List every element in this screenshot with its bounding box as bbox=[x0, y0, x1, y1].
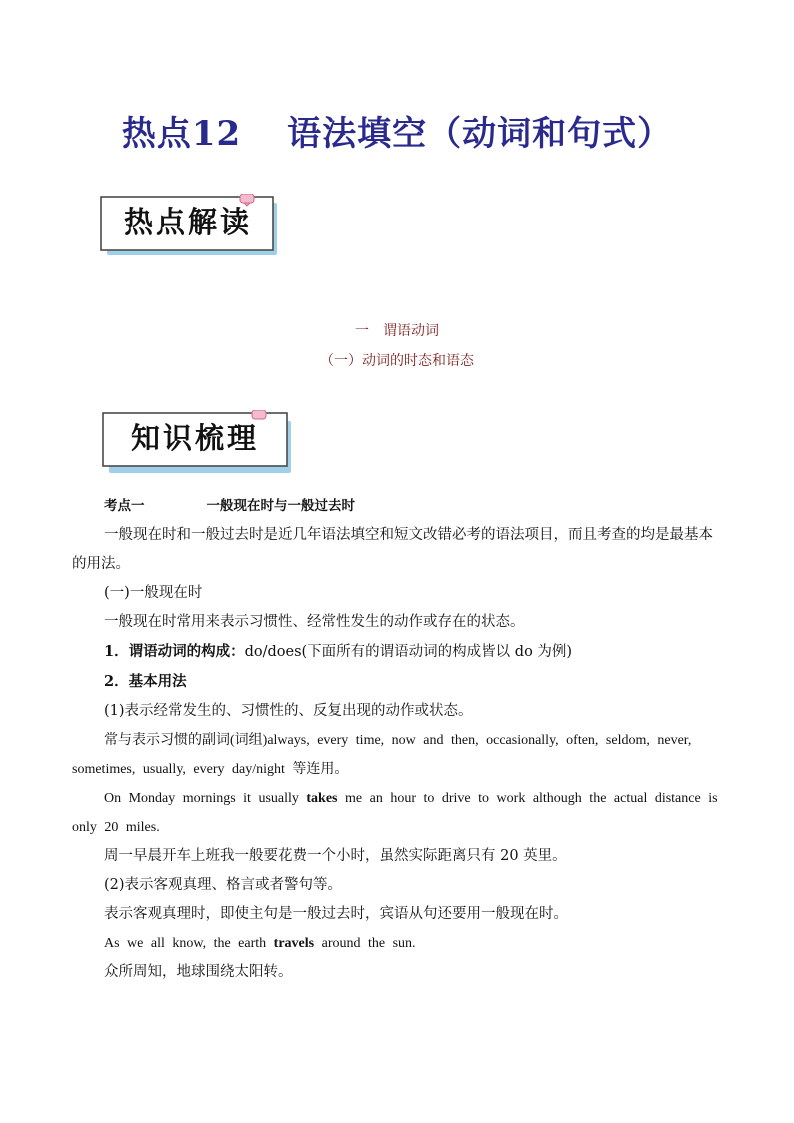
usage1: (1)表示经常发生的、习惯性的、反复出现的动作或状态。 bbox=[104, 703, 473, 719]
point1 bbox=[72, 637, 722, 667]
point1-text: do/does(下面所有的谓语动词的构成皆以 do 为例) bbox=[244, 644, 573, 660]
example2-cn: 众所周知，地球围绕太阳转。 bbox=[104, 964, 293, 980]
kaodian-heading bbox=[72, 492, 722, 521]
usage1-adverbs: 常与表示习惯的副词(词组)always, every time, now and then, occasionally, often, seldom, never, sometimes, usually, every day/night 等连用。 bbox=[72, 733, 692, 777]
ex2-bold: travels bbox=[273, 936, 315, 951]
hotspot-badge bbox=[100, 194, 290, 254]
section-heading: 一 谓语动词 bbox=[355, 323, 439, 339]
present-desc: 一般现在时常用来表示习惯性、经常性发生的动作或存在的状态。 bbox=[104, 614, 525, 630]
ex1-bold: takes bbox=[306, 791, 338, 806]
example1 bbox=[72, 784, 722, 842]
ex2-before: As we all know, the earth bbox=[104, 936, 274, 951]
usage2: (2)表示客观真理、格言或者警句等。 bbox=[104, 877, 343, 893]
ex1-before: On Monday mornings it usually bbox=[104, 791, 307, 806]
hotspot-badge-label: 热点解读 bbox=[123, 205, 252, 239]
knowledge-badge bbox=[100, 410, 290, 470]
kaodian-text: 一般现在时与一般过去时 bbox=[206, 498, 355, 514]
section-subheading: （一）动词的时态和语态 bbox=[320, 353, 474, 369]
knowledge-badge-label: 知识梳理 bbox=[130, 421, 259, 455]
example2 bbox=[72, 929, 722, 958]
point2-label: 2．基本用法 bbox=[104, 673, 187, 690]
ex1-after: me an hour to drive to work although the actual distance is only 20 miles. bbox=[72, 791, 718, 835]
ex2-after: around the sun. bbox=[314, 936, 416, 951]
title-number: 热点12 bbox=[121, 114, 242, 154]
page-title bbox=[0, 106, 794, 155]
content-body bbox=[72, 492, 722, 987]
example1-cn: 周一早晨开车上班我一般要花费一个小时，虽然实际距离只有 20 英里。 bbox=[104, 848, 567, 864]
point1-label: 1．谓语动词的构成： bbox=[104, 643, 245, 660]
intro-paragraph: 一般现在时和一般过去时是近几年语法填空和短文改错必考的语法项目，而且考查的均是最基本的用法。 bbox=[72, 527, 713, 572]
kaodian-label: 考点一 bbox=[104, 498, 145, 514]
sub-heading-present: (一)一般现在时 bbox=[104, 585, 203, 601]
usage2-desc: 表示客观真理时，即使主句是一般过去时，宾语从句还要用一般现在时。 bbox=[104, 906, 568, 922]
point2 bbox=[72, 667, 722, 697]
title-text: 语法填空（动词和句式） bbox=[287, 114, 673, 154]
